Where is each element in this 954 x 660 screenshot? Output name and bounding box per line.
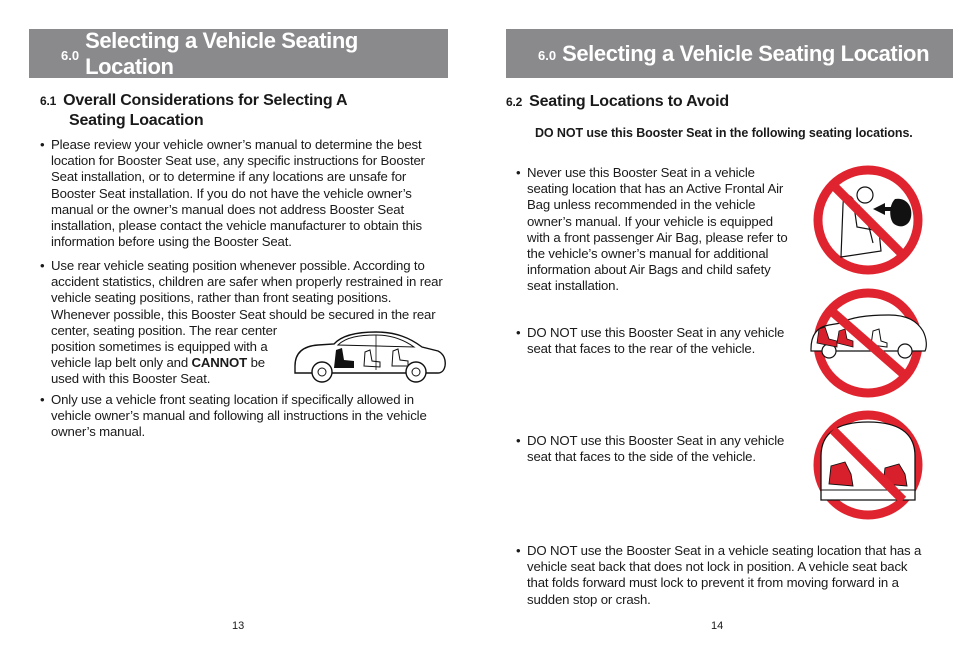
bullet-text: • Use rear vehicle seating position whenever possible. According to accident statistics, children are safer when properly restrained in rear vehicle seating positions, rather than front seating positions. Whenever possible, this Booster Seat should be secured in the rear [51, 258, 443, 322]
left-banner [29, 29, 448, 78]
bullet-text: • Please review your vehicle owner’s manual to determine the best location for Booster Seat use, any specific instructions for Booster Seat installation, or to determine if any locations are unsafe for Booster Seat installation. If you do not have the vehicle owner’s manual or the owner’s manual does not address Booster Seat installation, please contact the vehicle manufacturer to obtain this information before using the Booster Seat. [51, 137, 425, 250]
section-title-line1: Overall Considerations for Selecting A [63, 92, 348, 109]
page-number: 13 [232, 620, 245, 632]
right-banner [506, 29, 953, 78]
bullet-item [516, 325, 791, 357]
bullet-item [516, 433, 791, 465]
no-side-facing-seat-icon [813, 410, 925, 520]
section-heading [40, 91, 400, 131]
section-title: Seating Locations to Avoid [529, 93, 729, 110]
bullet-text-narrow [51, 323, 287, 388]
car-side-illustration [292, 330, 448, 386]
no-airbag-icon [813, 165, 925, 275]
section-number: 6.2 [506, 95, 523, 109]
banner-title: Selecting a Vehicle Seating Location [85, 27, 358, 79]
bullet-text: • DO NOT use the Booster Seat in a vehicle seating location that has a vehicle seat back that does not lock in position. A vehicle seat back that folds forward must lock to prevent it from moving forward in a sudden stop or crash. [527, 543, 922, 607]
bullet-item [516, 165, 791, 295]
bullet-text: • Only use a vehicle front seating location if specifically allowed in vehicle owner’s manual and following all instructions in the vehicle owner’s manual. [51, 392, 427, 440]
section-number: 6.1 [40, 94, 57, 108]
page-number: 14 [711, 620, 724, 632]
bullet-text: • DO NOT use this Booster Seat in any vehicle seat that faces to the side of the vehicle. [527, 433, 785, 465]
banner-number: 6.0 [61, 48, 80, 63]
section-heading [506, 92, 906, 112]
right-page [477, 0, 954, 660]
bullet-item [40, 137, 440, 250]
warning-note: DO NOT use this Booster Seat in the following seating locations. [535, 126, 913, 140]
bullet-item [516, 543, 924, 608]
bullet-text: • DO NOT use this Booster Seat in any vehicle seat that faces to the rear of the vehicle. [527, 325, 785, 357]
section-title-line2: Seating Loacation [69, 112, 204, 129]
banner-title: Selecting a Vehicle Seating Location [562, 40, 930, 66]
bullet-text: • Never use this Booster Seat in a vehicle seating location that has an Active Frontal Air Bag unless recommended in the vehicle owner’s manual. If your vehicle is equipped with a front passenger Air Bag, please refer to the vehicle’s owner’s manual for additional information about Air Bags and child safety seat installation. [527, 165, 788, 294]
bullet-text-part: center, seating position. The rear center position sometimes is equipped with a vehicle lap belt only and [51, 322, 277, 371]
bullet-emphasis: CANNOT [191, 355, 248, 371]
bullet-text-part: be used with this Booster Seat. [51, 355, 265, 387]
banner-number: 6.0 [538, 48, 557, 63]
no-rear-facing-seat-icon [807, 287, 929, 399]
bullet-item [40, 392, 440, 441]
